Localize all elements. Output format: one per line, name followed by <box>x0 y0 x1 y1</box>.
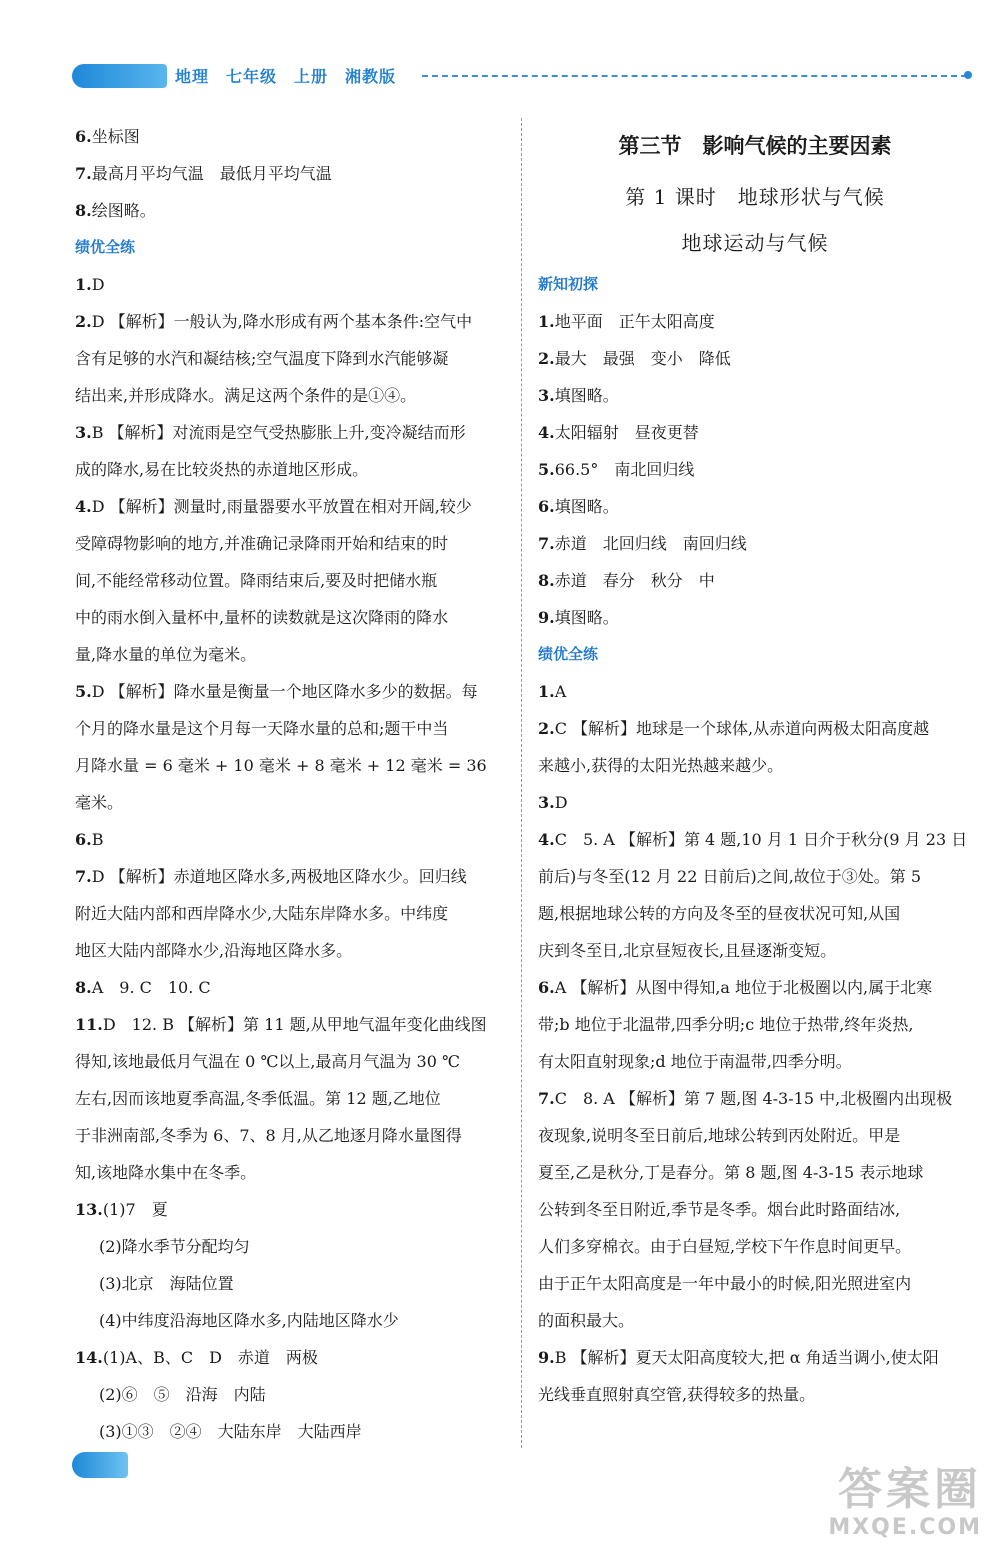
right-answer-list-2 <box>538 673 972 1413</box>
answer-text: (2)⑥ ⑤ 沿海 内陆 <box>99 1385 266 1404</box>
answer-number: 2. <box>75 312 92 331</box>
answer-line <box>538 784 972 821</box>
answer-number: 9. <box>538 608 555 627</box>
answer-text: 人们多穿棉衣。由于白昼短,学校下午作息时间更早。 <box>538 1237 912 1256</box>
answer-line <box>538 340 972 377</box>
answer-text: 得知,该地最低月气温在 0 ℃以上,最高月气温为 30 ℃ <box>75 1052 460 1071</box>
answer-line <box>538 1302 972 1339</box>
answer-text: 66.5° 南北回归线 <box>554 460 695 479</box>
answer-text: (3)北京 海陆位置 <box>99 1274 234 1293</box>
answer-text: 题,根据地球公转的方向及冬至的昼夜状况可知,从国 <box>538 904 901 923</box>
answer-number: 8. <box>538 571 555 590</box>
lesson-title-2: 地球运动与气候 <box>681 231 829 255</box>
answer-line <box>75 488 507 525</box>
answer-number: 3. <box>75 423 92 442</box>
answer-number: 7. <box>538 534 555 553</box>
answer-line <box>538 414 972 451</box>
section-heading: 绩优全练 <box>75 238 136 256</box>
page-number-badge <box>72 1452 128 1478</box>
answer-text: D 【解析】降水量是衡量一个地区降水多少的数据。每 <box>91 682 478 701</box>
answer-line <box>538 710 972 747</box>
answer-line <box>75 1117 507 1154</box>
answer-line <box>75 1228 507 1265</box>
answer-line <box>538 821 972 858</box>
answer-number: 6. <box>538 497 555 516</box>
answer-line <box>538 858 972 895</box>
answer-number: 7. <box>75 164 92 183</box>
answer-text: 的面积最大。 <box>538 1311 635 1330</box>
answer-text: 月降水量 = 6 毫米 + 10 毫米 + 8 毫米 + 12 毫米 = 36 <box>75 756 487 775</box>
answer-number: 2. <box>538 349 555 368</box>
answer-number: 6. <box>75 127 92 146</box>
answer-line <box>538 525 972 562</box>
answer-number: 4. <box>75 497 92 516</box>
answer-number: 1. <box>538 682 555 701</box>
answer-line <box>75 377 507 414</box>
answer-text: 最高月平均气温 最低月平均气温 <box>91 164 332 183</box>
right-answer-list-1 <box>538 303 972 636</box>
header-badge <box>72 64 167 88</box>
answer-line <box>538 969 972 1006</box>
answer-text: 成的降水,易在比较炎热的赤道地区形成。 <box>75 460 369 479</box>
answer-text: 填图略。 <box>554 608 619 627</box>
section-heading: 新知初探 <box>538 275 599 293</box>
answer-number: 7. <box>538 1089 555 1108</box>
answer-line <box>75 118 507 155</box>
answer-text: 地区大陆内部降水少,沿海地区降水多。 <box>75 941 353 960</box>
page-header <box>72 62 977 90</box>
answer-text: 有太阳直射现象;d 地位于南温带,四季分明。 <box>538 1052 852 1071</box>
answer-number: 1. <box>538 312 555 331</box>
answer-text: 于非洲南部,冬季为 6、7、8 月,从乙地逐月降水量图得 <box>75 1126 462 1145</box>
answer-line <box>538 932 972 969</box>
answer-text: D 【解析】测量时,雨量器要水平放置在相对开阔,较少 <box>91 497 472 516</box>
answer-line <box>538 1191 972 1228</box>
answer-text: 庆到冬至日,北京昼短夜长,且昼逐渐变短。 <box>538 941 837 960</box>
answer-text: 带;b 地位于北温带,四季分明;c 地位于热带,终年炎热, <box>538 1015 914 1034</box>
answer-line <box>75 1339 507 1376</box>
answer-text: 地平面 正午太阳高度 <box>554 312 715 331</box>
answer-number: 6. <box>538 978 555 997</box>
answer-text: 太阳辐射 昼夜更替 <box>554 423 699 442</box>
answer-number: 3. <box>538 793 555 812</box>
answer-line <box>75 1265 507 1302</box>
answer-line <box>538 1339 972 1376</box>
answer-line <box>75 1006 507 1043</box>
answer-line <box>75 340 507 377</box>
answer-number: 4. <box>538 423 555 442</box>
answer-text: 左右,因而该地夏季高温,冬季低温。第 12 题,乙地位 <box>75 1089 441 1108</box>
answer-line <box>538 303 972 340</box>
answer-line <box>538 1376 972 1413</box>
answer-line <box>75 1302 507 1339</box>
answer-line <box>75 858 507 895</box>
answer-text: 填图略。 <box>554 497 619 516</box>
answer-line <box>538 1043 972 1080</box>
header-dot <box>964 71 972 79</box>
answer-text: C 5. A 【解析】第 4 题,10 月 1 日介于秋分(9 月 23 日 <box>554 830 968 849</box>
answer-text: 毫米。 <box>75 793 124 812</box>
answer-text: 赤道 春分 秋分 中 <box>554 571 715 590</box>
left-answer-list <box>75 266 507 1450</box>
answer-line <box>75 266 507 303</box>
answer-number: 8. <box>75 978 92 997</box>
answer-line <box>538 1006 972 1043</box>
answer-text: (2)降水季节分配均匀 <box>99 1237 250 1256</box>
answer-text: C 【解析】地球是一个球体,从赤道向两极太阳高度越 <box>554 719 930 738</box>
answer-line <box>75 636 507 673</box>
lesson-title-1: 第 1 课时 地球形状与气候 <box>625 185 885 209</box>
answer-number: 5. <box>538 460 555 479</box>
answer-text: 量,降水量的单位为毫米。 <box>75 645 257 664</box>
answer-line <box>75 1413 507 1450</box>
answer-text: 个月的降水量是这个月每一天降水量的总和;题干中当 <box>75 719 449 738</box>
answer-line <box>75 932 507 969</box>
answer-line <box>538 1117 972 1154</box>
answer-line <box>538 895 972 932</box>
answer-text: D <box>554 793 568 812</box>
answer-text: A 【解析】从图中得知,a 地位于北极圈以内,属于北寒 <box>554 978 933 997</box>
answer-line <box>75 784 507 821</box>
watermark-url: MXQE.COM <box>828 1515 982 1540</box>
answer-text: 最大 最强 变小 降低 <box>554 349 731 368</box>
answer-line <box>538 1228 972 1265</box>
answer-text: A <box>554 682 567 701</box>
answer-text: 夏至,乙是秋分,丁是春分。第 8 题,图 4-3-15 表示地球 <box>538 1163 924 1182</box>
answer-text: 赤道 北回归线 南回归线 <box>554 534 747 553</box>
answer-text: B <box>91 830 104 849</box>
answer-line <box>75 1376 507 1413</box>
answer-text: 含有足够的水汽和凝结核;空气温度下降到水汽能够凝 <box>75 349 449 368</box>
left-top-answers <box>75 118 507 229</box>
header-title: 地理 七年级 上册 湘教版 <box>175 67 397 86</box>
answer-text: D 12. B 【解析】第 11 题,从甲地气温年变化曲线图 <box>102 1015 487 1034</box>
answer-line <box>75 451 507 488</box>
answer-text: 来越小,获得的太阳光热越来越少。 <box>538 756 784 775</box>
answer-line <box>75 414 507 451</box>
answer-text: (1)7 夏 <box>102 1200 168 1219</box>
answer-number: 3. <box>538 386 555 405</box>
answer-line <box>75 969 507 1006</box>
chapter-title: 第三节 影响气候的主要因素 <box>618 133 892 158</box>
header-dashed-rule <box>422 75 967 77</box>
answer-text: (4)中纬度沿海地区降水多,内陆地区降水少 <box>99 1311 399 1330</box>
answer-text: (1)A、B、C D 赤道 两极 <box>102 1348 318 1367</box>
answer-line <box>538 488 972 525</box>
answer-line <box>538 599 972 636</box>
column-divider <box>521 118 522 1448</box>
answer-text: B 【解析】对流雨是空气受热膨胀上升,变冷凝结而形 <box>91 423 466 442</box>
right-column <box>538 118 972 1413</box>
answer-line <box>75 1080 507 1117</box>
watermark-logo <box>828 1465 982 1541</box>
answer-text: B 【解析】夏天太阳高度较大,把 α 角适当调小,使太阳 <box>554 1348 939 1367</box>
answer-line <box>75 1191 507 1228</box>
answer-text: 间,不能经常移动位置。降雨结束后,要及时把储水瓶 <box>75 571 438 590</box>
answer-line <box>538 747 972 784</box>
answer-line <box>75 562 507 599</box>
answer-line <box>75 747 507 784</box>
answer-number: 8. <box>75 201 92 220</box>
answer-line <box>75 821 507 858</box>
answer-line <box>75 673 507 710</box>
answer-line <box>75 525 507 562</box>
answer-line <box>75 192 507 229</box>
left-column <box>75 118 507 1450</box>
answer-text: C 8. A 【解析】第 7 题,图 4-3-15 中,北极圈内出现极 <box>554 1089 953 1108</box>
answer-line <box>75 599 507 636</box>
answer-number: 7. <box>75 867 92 886</box>
answer-number: 2. <box>538 719 555 738</box>
answer-text: 结出来,并形成降水。满足这两个条件的是①④。 <box>75 386 417 405</box>
answer-line <box>538 562 972 599</box>
answer-text: 坐标图 <box>91 127 140 146</box>
answer-text: D 【解析】赤道地区降水多,两极地区降水少。回归线 <box>91 867 467 886</box>
answer-number: 6. <box>75 830 92 849</box>
watermark-text: 答案圈 <box>838 1464 982 1515</box>
answer-text: 知,该地降水集中在冬季。 <box>75 1163 257 1182</box>
answer-text: 中的雨水倒入量杯中,量杯的读数就是这次降雨的降水 <box>75 608 449 627</box>
answer-line <box>75 1154 507 1191</box>
answer-line <box>75 895 507 932</box>
answer-line <box>538 377 972 414</box>
answer-number: 9. <box>538 1348 555 1367</box>
answer-line <box>75 1043 507 1080</box>
answer-text: 由于正午太阳高度是一年中最小的时候,阳光照进室内 <box>538 1274 912 1293</box>
answer-line <box>538 1265 972 1302</box>
answer-text: D <box>91 275 105 294</box>
answer-text: 光线垂直照射真空管,获得较多的热量。 <box>538 1385 816 1404</box>
answer-text: 填图略。 <box>554 386 619 405</box>
answer-text: 受障碍物影响的地方,并准确记录降雨开始和结束的时 <box>75 534 449 553</box>
answer-number: 14. <box>75 1348 103 1367</box>
answer-text: 附近大陆内部和西岸降水少,大陆东岸降水多。中纬度 <box>75 904 449 923</box>
answer-line <box>538 1154 972 1191</box>
answer-line <box>538 1080 972 1117</box>
answer-text: 公转到冬至日附近,季节是冬季。烟台此时路面结冰, <box>538 1200 901 1219</box>
answer-line <box>75 710 507 747</box>
answer-text: 夜现象,说明冬至日前后,地球公转到丙处附近。甲是 <box>538 1126 901 1145</box>
section-heading: 绩优全练 <box>538 645 599 663</box>
answer-number: 5. <box>75 682 92 701</box>
answer-text: A 9. C 10. C <box>91 978 211 997</box>
answer-line <box>75 303 507 340</box>
answer-number: 4. <box>538 830 555 849</box>
answer-text: D 【解析】一般认为,降水形成有两个基本条件:空气中 <box>91 312 473 331</box>
answer-text: 前后)与冬至(12 月 22 日前后)之间,故位于③处。第 5 <box>538 867 922 886</box>
answer-number: 13. <box>75 1200 103 1219</box>
answer-line <box>538 451 972 488</box>
answer-line <box>538 673 972 710</box>
answer-text: 绘图略。 <box>91 201 156 220</box>
answer-number: 1. <box>75 275 92 294</box>
answer-text: (3)①③ ②④ 大陆东岸 大陆西岸 <box>99 1422 362 1441</box>
answer-line <box>75 155 507 192</box>
answer-number: 11. <box>75 1015 103 1034</box>
